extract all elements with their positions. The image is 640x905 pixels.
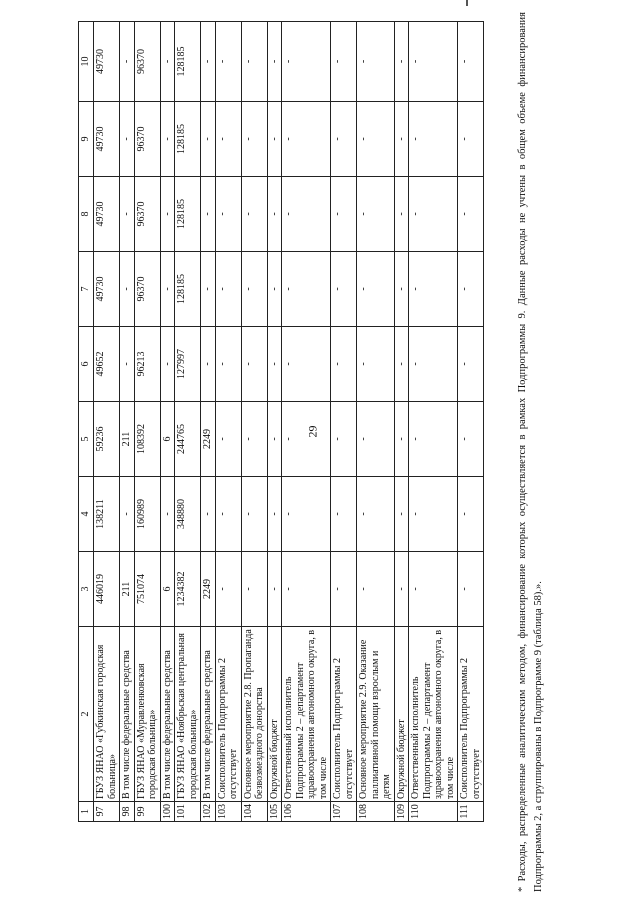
value-cell: -: [215, 552, 241, 627]
value-cell: -: [120, 252, 135, 327]
row-name-cell: Ответственный исполнитель Подпрограммы 2 – департамент здравоохранения автономного округа, в том числе: [282, 627, 331, 802]
value-cell: -: [241, 252, 267, 327]
row-name-cell: Соисполнитель Подпрограммы 2 отсутствует: [331, 627, 357, 802]
value-cell: -: [394, 327, 409, 402]
value-cell: -: [331, 327, 357, 402]
value-cell: -: [201, 177, 216, 252]
value-cell: -: [267, 177, 282, 252]
value-cell: -: [282, 252, 331, 327]
value-cell: -: [394, 22, 409, 102]
value-cell: -: [409, 327, 458, 402]
value-cell: 128185: [175, 22, 201, 102]
value-cell: -: [458, 327, 484, 402]
value-cell: -: [409, 252, 458, 327]
value-cell: -: [282, 22, 331, 102]
row-number-cell: 110: [409, 802, 458, 822]
header-cell: 4: [79, 477, 94, 552]
value-cell: -: [458, 402, 484, 477]
table-row: [160, 22, 175, 822]
row-number-cell: 100: [160, 802, 175, 822]
row-number-cell: 101: [175, 802, 201, 822]
value-cell: -: [357, 177, 395, 252]
table-row: [94, 22, 120, 822]
value-cell: -: [267, 252, 282, 327]
row-number-cell: 104: [241, 802, 267, 822]
value-cell: -: [215, 102, 241, 177]
page-number: 29: [305, 425, 320, 438]
value-cell: -: [409, 477, 458, 552]
row-name-cell: В том числе федеральные средства: [120, 627, 135, 802]
value-cell: 49730: [94, 177, 120, 252]
header-row: [79, 22, 94, 822]
table-row: [120, 22, 135, 822]
table-row: [331, 22, 357, 822]
header-cell: 7: [79, 252, 94, 327]
value-cell: 138211: [94, 477, 120, 552]
value-cell: 96370: [134, 252, 160, 327]
value-cell: -: [241, 402, 267, 477]
row-number-cell: 103: [215, 802, 241, 822]
value-cell: 96213: [134, 327, 160, 402]
value-cell: -: [120, 22, 135, 102]
value-cell: 49730: [94, 102, 120, 177]
value-cell: -: [458, 252, 484, 327]
value-cell: -: [331, 477, 357, 552]
footnote-text: * Расходы, распределенные аналитическим методом, финансирование которых осуществляется в рамках Подпрограммы 9. Данные расходы не учтены в общем объеме финансирования Подпрограммы 2, а сгруппированы в Подпрограмме 9 (таблица 58).».: [517, 12, 544, 892]
value-cell: -: [394, 402, 409, 477]
row-number-cell: 97: [94, 802, 120, 822]
header-cell: 2: [79, 627, 94, 802]
value-cell: 128185: [175, 252, 201, 327]
value-cell: -: [394, 477, 409, 552]
value-cell: 446019: [94, 552, 120, 627]
value-cell: -: [241, 327, 267, 402]
value-cell: -: [267, 402, 282, 477]
value-cell: -: [357, 402, 395, 477]
value-cell: -: [215, 327, 241, 402]
value-cell: -: [201, 252, 216, 327]
value-cell: -: [120, 477, 135, 552]
value-cell: -: [120, 102, 135, 177]
row-name-cell: ГБУЗ ЯНАО «Муравленковская городская больница»: [134, 627, 160, 802]
table-row: [201, 22, 216, 822]
value-cell: -: [357, 22, 395, 102]
row-number-cell: 111: [458, 802, 484, 822]
value-cell: -: [458, 22, 484, 102]
row-name-cell: Ответственный исполнитель Подпрограммы 2 – департамент здравоохранения автономного округа, в том числе: [409, 627, 458, 802]
value-cell: -: [215, 252, 241, 327]
value-cell: 6: [160, 552, 175, 627]
value-cell: 96370: [134, 102, 160, 177]
table-row: [282, 22, 331, 822]
value-cell: 160989: [134, 477, 160, 552]
value-cell: -: [267, 102, 282, 177]
value-cell: -: [241, 177, 267, 252]
row-number-cell: 99: [134, 802, 160, 822]
value-cell: -: [160, 477, 175, 552]
row-number-cell: 105: [267, 802, 282, 822]
value-cell: -: [201, 327, 216, 402]
value-cell: 2249: [201, 552, 216, 627]
row-name-cell: Соисполнитель Подпрограммы 2 отсутствует: [458, 627, 484, 802]
row-name-cell: Основное мероприятие 2.8. Пропаганда безвозмездного донорства: [241, 627, 267, 802]
value-cell: -: [160, 102, 175, 177]
value-cell: -: [282, 402, 331, 477]
header-cell: 10: [79, 22, 94, 102]
value-cell: -: [282, 327, 331, 402]
table-row: [175, 22, 201, 822]
value-cell: -: [357, 552, 395, 627]
table-row: [357, 22, 395, 822]
value-cell: 211: [120, 402, 135, 477]
value-cell: 59236: [94, 402, 120, 477]
value-cell: -: [409, 552, 458, 627]
table-body: [79, 22, 484, 822]
value-cell: 96370: [134, 177, 160, 252]
row-name-cell: Соисполнитель Подпрограммы 2 отсутствует: [215, 627, 241, 802]
value-cell: 211: [120, 552, 135, 627]
value-cell: -: [357, 102, 395, 177]
value-cell: -: [331, 252, 357, 327]
table-row: [409, 22, 458, 822]
value-cell: -: [394, 102, 409, 177]
value-cell: -: [215, 22, 241, 102]
value-cell: -: [215, 477, 241, 552]
value-cell: -: [331, 402, 357, 477]
value-cell: -: [458, 552, 484, 627]
value-cell: 127997: [175, 327, 201, 402]
table-row: [134, 22, 160, 822]
value-cell: -: [282, 102, 331, 177]
value-cell: -: [282, 477, 331, 552]
table-row: [458, 22, 484, 822]
value-cell: -: [267, 327, 282, 402]
value-cell: -: [201, 22, 216, 102]
row-name-cell: Окружной бюджет: [394, 627, 409, 802]
value-cell: -: [267, 552, 282, 627]
value-cell: -: [241, 552, 267, 627]
value-cell: -: [331, 22, 357, 102]
value-cell: 244765: [175, 402, 201, 477]
value-cell: -: [394, 177, 409, 252]
value-cell: 49730: [94, 252, 120, 327]
value-cell: 128185: [175, 102, 201, 177]
row-name-cell: ГБУЗ ЯНАО «Губкинская городская больница»: [94, 627, 120, 802]
scan-mark: [466, 0, 468, 6]
value-cell: -: [394, 252, 409, 327]
value-cell: -: [120, 327, 135, 402]
footnote-block: [515, 12, 557, 892]
row-name-cell: В том числе федеральные средства: [201, 627, 216, 802]
row-number-cell: 98: [120, 802, 135, 822]
row-name-cell: Окружной бюджет: [267, 627, 282, 802]
value-cell: -: [331, 102, 357, 177]
value-cell: -: [409, 402, 458, 477]
value-cell: -: [331, 552, 357, 627]
value-cell: -: [282, 177, 331, 252]
header-cell: 8: [79, 177, 94, 252]
table-row: [394, 22, 409, 822]
value-cell: -: [409, 22, 458, 102]
value-cell: -: [215, 177, 241, 252]
header-cell: 6: [79, 327, 94, 402]
value-cell: -: [357, 327, 395, 402]
header-cell: 1: [79, 802, 94, 822]
financing-table: [78, 21, 484, 822]
value-cell: -: [201, 477, 216, 552]
row-number-cell: 106: [282, 802, 331, 822]
value-cell: 348880: [175, 477, 201, 552]
value-cell: -: [357, 252, 395, 327]
row-name-cell: Основное мероприятие 2.9. Оказание паллиативной помощи взрослым и детям: [357, 627, 395, 802]
value-cell: 2249: [201, 402, 216, 477]
value-cell: 108392: [134, 402, 160, 477]
value-cell: -: [201, 102, 216, 177]
row-number-cell: 107: [331, 802, 357, 822]
value-cell: -: [458, 177, 484, 252]
table-row: [241, 22, 267, 822]
value-cell: -: [458, 477, 484, 552]
value-cell: -: [215, 402, 241, 477]
value-cell: 49730: [94, 22, 120, 102]
value-cell: -: [357, 477, 395, 552]
value-cell: -: [394, 552, 409, 627]
value-cell: -: [160, 22, 175, 102]
value-cell: 751074: [134, 552, 160, 627]
value-cell: -: [458, 102, 484, 177]
value-cell: -: [282, 552, 331, 627]
row-number-cell: 109: [394, 802, 409, 822]
row-number-cell: 108: [357, 802, 395, 822]
value-cell: -: [267, 477, 282, 552]
value-cell: 128185: [175, 177, 201, 252]
value-cell: -: [241, 477, 267, 552]
row-number-cell: 102: [201, 802, 216, 822]
value-cell: -: [409, 177, 458, 252]
value-cell: 96370: [134, 22, 160, 102]
value-cell: -: [160, 327, 175, 402]
value-cell: -: [241, 22, 267, 102]
value-cell: -: [160, 177, 175, 252]
value-cell: 6: [160, 402, 175, 477]
row-name-cell: ГБУЗ ЯНАО «Ноябрьская центральная городская больница»: [175, 627, 201, 802]
value-cell: -: [160, 252, 175, 327]
value-cell: -: [267, 22, 282, 102]
table-row: [215, 22, 241, 822]
header-cell: 5: [79, 402, 94, 477]
value-cell: -: [331, 177, 357, 252]
value-cell: 1234382: [175, 552, 201, 627]
value-cell: -: [409, 102, 458, 177]
header-cell: 9: [79, 102, 94, 177]
table-row: [267, 22, 282, 822]
header-cell: 3: [79, 552, 94, 627]
value-cell: -: [241, 102, 267, 177]
value-cell: 49652: [94, 327, 120, 402]
value-cell: -: [120, 177, 135, 252]
row-name-cell: В том числе федеральные средства: [160, 627, 175, 802]
